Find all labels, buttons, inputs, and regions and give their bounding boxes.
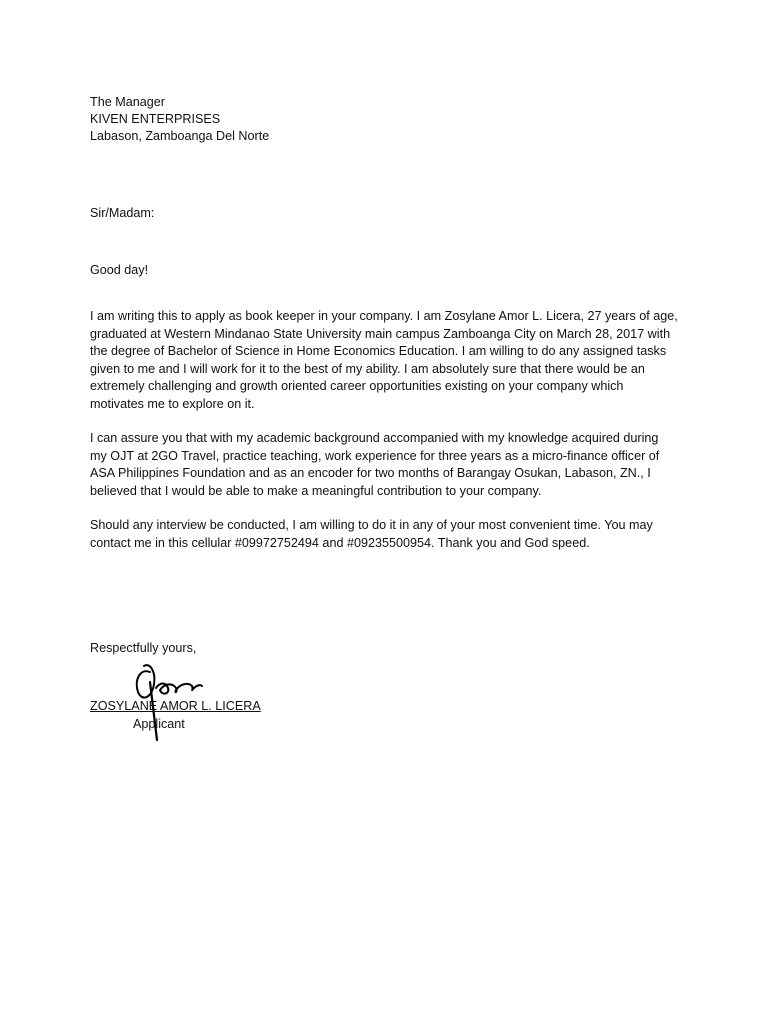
paragraph-line: believed that I would be able to make a meaningful contribution to your company. [90,483,542,498]
paragraph-line: I am writing this to apply as book keeper in your company. I am Zosylane Amor L. Licera, 27 years of age, [90,309,678,323]
salutation: Sir/Madam: [90,206,155,220]
paragraph-line: ASA Philippines Foundation and as an encoder for two months of Barangay Osukan, Labason, ZN., I [90,466,651,480]
paragraph-line: my OJT at 2GO Travel, practice teaching, work experience for three years as a micro-finance officer of [90,448,660,463]
paragraph-line: contact me in this cellular #09972752494 and #09235500954. Thank you and God speed. [90,535,590,550]
paragraph-line: Should any interview be conducted, I am willing to do it in any of your most convenient time. You may [90,518,653,532]
signatory-name: ZOSYLANE AMOR L. LICERA [90,699,261,713]
recipient-address: Labason, Zamboanga Del Norte [90,129,270,143]
signatory-title: Applicant [133,717,185,731]
paragraph-contact [90,517,653,552]
paragraph-line: given to me and I will work for it to the best of my ability. I am absolutely sure that there would be an [90,361,645,376]
paragraph-line: graduated at Western Mindanao State University main campus Zamboanga City on March 28, 2017 with [90,326,671,341]
paragraph-line: extremely challenging and growth oriented career opportunities existing on your company which [90,379,624,393]
paragraph-line: I can assure you that with my academic background accompanied with my knowledge acquired during [90,431,659,445]
closing: Respectfully yours, [90,641,197,655]
greeting: Good day! [90,263,149,277]
paragraph-line: the degree of Bachelor of Science in Home Economics Education. I am willing to do any assigned tasks [90,344,667,358]
recipient-company: KIVEN ENTERPRISES [90,112,221,126]
recipient-title: The Manager [90,95,165,109]
paragraph-qualifications [90,430,659,500]
paragraph-intro [90,308,678,413]
paragraph-line: motivates me to explore on it. [90,396,255,411]
